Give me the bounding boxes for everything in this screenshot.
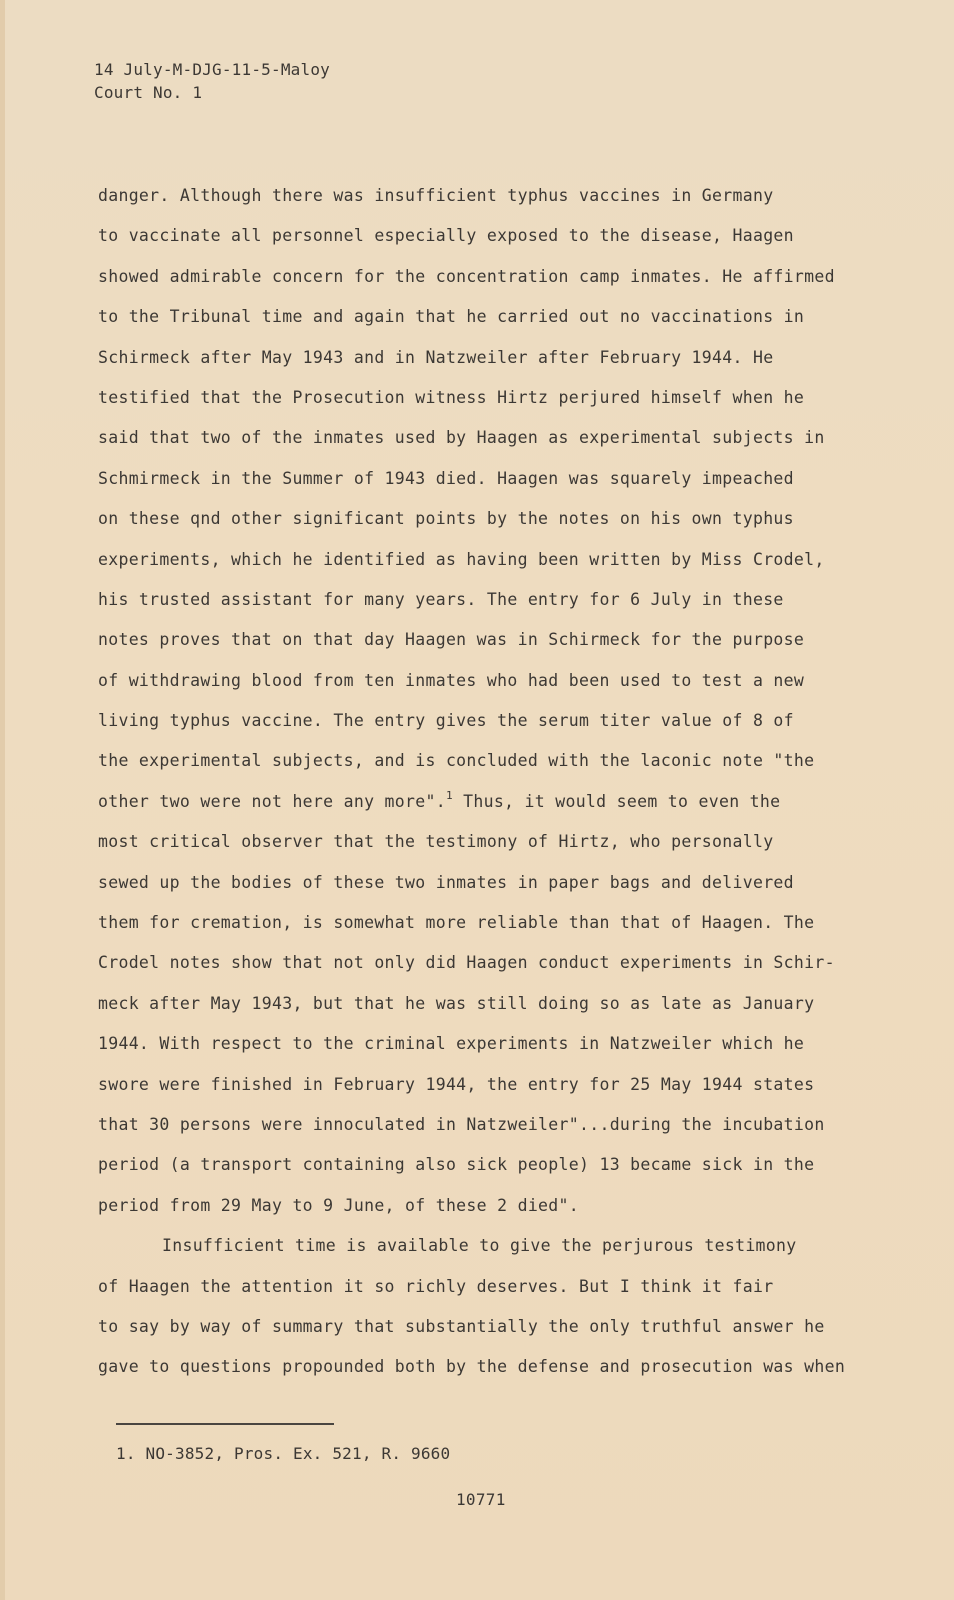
footnote: 1. NO-3852, Pros. Ex. 521, R. 9660 (116, 1444, 451, 1463)
text-line: of withdrawing blood from ten inmates who had been used to test a new (98, 670, 805, 690)
text-line: Schmirmeck in the Summer of 1943 died. Haagen was squarely impeached (98, 468, 794, 488)
text-line: testified that the Prosecution witness Hirtz perjured himself when he (98, 387, 805, 407)
footnote-reference: 1 (445, 788, 453, 802)
text-line: notes proves that on that day Haagen was in Schirmeck for the purpose (98, 630, 805, 650)
page-edge (0, 0, 5, 1600)
text-line: said that two of the inmates used by Haagen as experimental subjects in (98, 428, 825, 448)
text-line: to say by way of summary that substantially the only truthful answer he (98, 1316, 825, 1336)
document-header (94, 58, 330, 104)
text-line: the experimental subjects, and is concluded with the laconic note "the (98, 751, 815, 771)
text-line: showed admirable concern for the concentration camp inmates. He affirmed (98, 266, 835, 286)
text-line: experiments, which he identified as having been written by Miss Crodel, (98, 549, 825, 569)
page-number: 10771 (456, 1490, 506, 1509)
text-line: of Haagen the attention it so richly deserves. But I think it fair (98, 1276, 774, 1296)
text-line: living typhus vaccine. The entry gives the serum titer value of 8 of (98, 711, 794, 731)
text-line: on these qnd other significant points by the notes on his own typhus (98, 509, 794, 529)
header-reference: 14 July-M-DJG-11-5-Maloy (94, 60, 330, 79)
text-line-with-footnote-ref (98, 782, 858, 822)
text-line: his trusted assistant for many years. The entry for 6 July in these (98, 589, 784, 609)
quote-text: other two were not here any more". (98, 791, 446, 811)
text-line: swore were finished in February 1944, the entry for 25 May 1944 states (98, 1074, 815, 1094)
text-line: to the Tribunal time and again that he carried out no vaccinations in (98, 307, 805, 327)
text-line: Crodel notes show that not only did Haagen conduct experiments in Schir- (98, 953, 835, 973)
text-line: period from 29 May to 9 June, of these 2 died". (98, 1195, 579, 1215)
quote-continuation: Thus, it would seem to even the (452, 791, 781, 811)
footnote-divider (116, 1423, 334, 1425)
text-line: period (a transport containing also sick people) 13 became sick in the (98, 1155, 815, 1175)
text-line: 1944. With respect to the criminal experiments in Natzweiler which he (98, 1034, 805, 1054)
text-line: danger. Although there was insufficient typhus vaccines in Germany (98, 186, 774, 205)
text-line: meck after May 1943, but that he was still doing so as late as January (98, 993, 815, 1013)
text-line: most critical observer that the testimony of Hirtz, who personally (98, 832, 774, 852)
text-line: that 30 persons were innoculated in Natzweiler"...during the incubation (98, 1114, 825, 1134)
text-line: sewed up the bodies of these two inmates in paper bags and delivered (98, 872, 794, 892)
text-line: to vaccinate all personnel especially exposed to the disease, Haagen (98, 226, 794, 246)
header-court: Court No. 1 (94, 83, 203, 102)
text-line: gave to questions propounded both by the defense and prosecution was when (98, 1357, 846, 1377)
text-line: Insufficient time is available to give the perjurous testimony (162, 1236, 797, 1256)
text-line: them for cremation, is somewhat more reliable than that of Haagen. The (98, 913, 815, 933)
text-line: Schirmeck after May 1943 and in Natzweiler after February 1944. He (98, 347, 774, 367)
body-text (98, 176, 858, 1388)
